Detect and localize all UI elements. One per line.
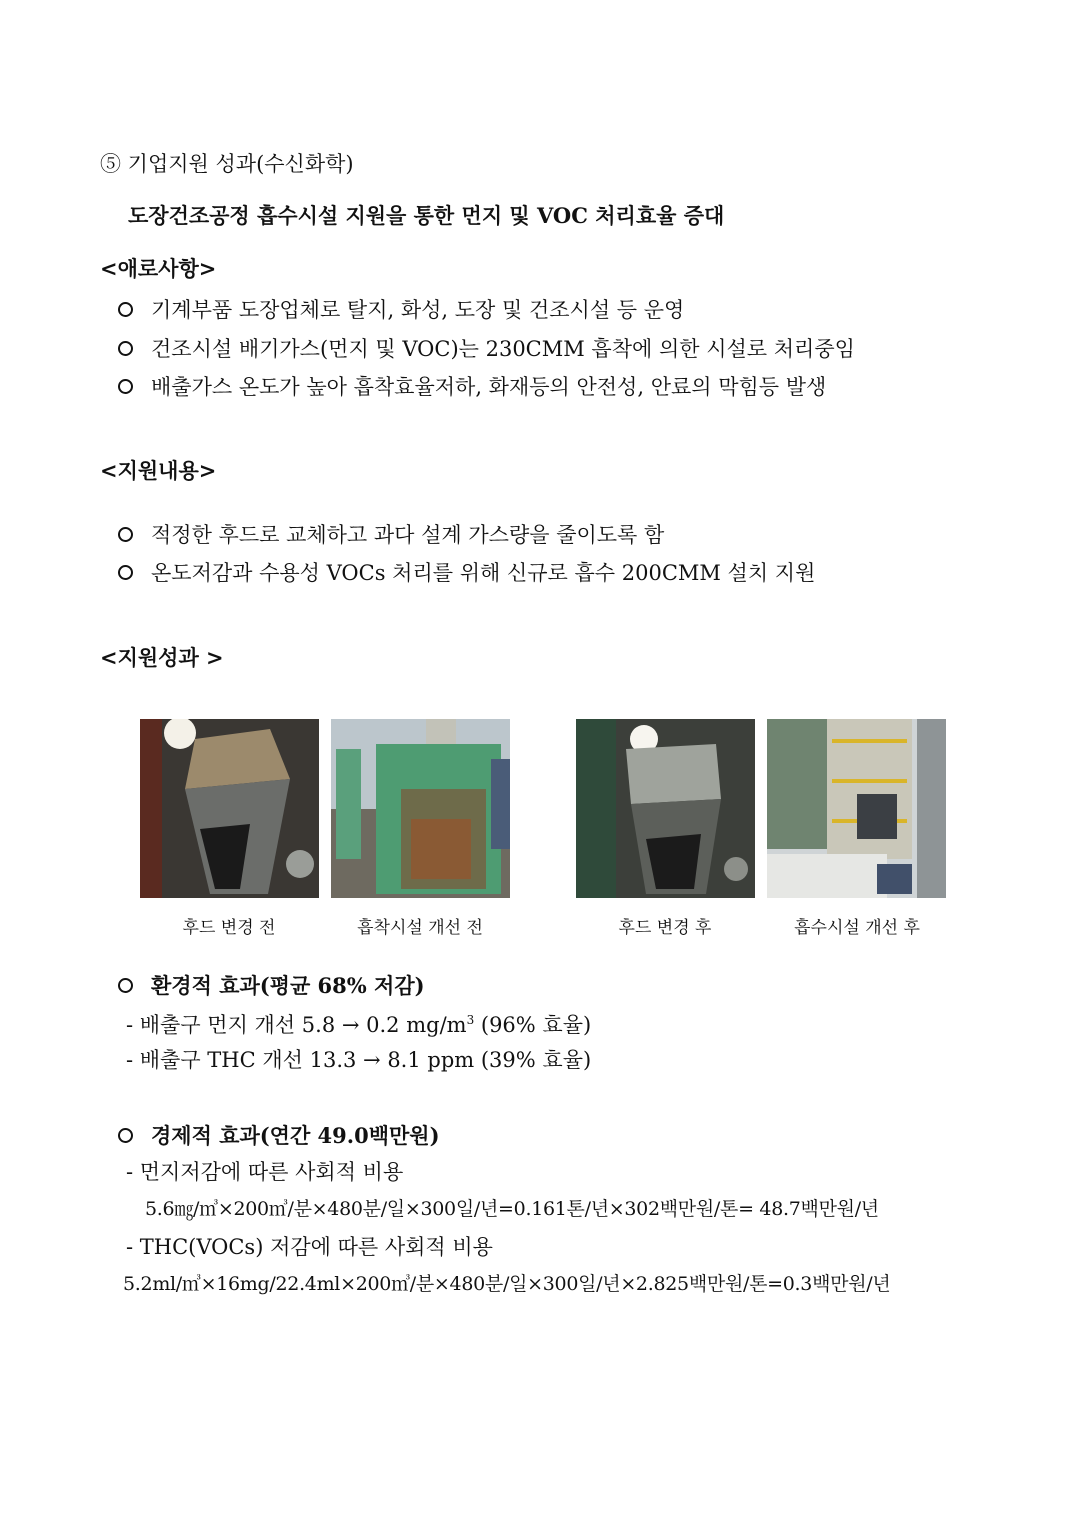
photo-adsorption-before bbox=[331, 719, 510, 898]
photo-caption: 흡착시설 개선 전 bbox=[357, 918, 483, 938]
section-subtitle: 도장건조공정 흡수시설 지원을 통한 먼지 및 VOC 처리효율 증대 bbox=[128, 203, 725, 228]
circle-bullet-icon bbox=[118, 1128, 133, 1143]
difficulties-title: <애로사항> bbox=[100, 256, 217, 281]
difficulty-item: 건조시설 배기가스(먼지 및 VOC)는 230CMM 흡착에 의한 시설로 처리중임 bbox=[118, 339, 855, 360]
photo-caption: 흡수시설 개선 후 bbox=[794, 918, 920, 938]
photo-hood-after bbox=[576, 719, 755, 898]
circle-bullet-icon bbox=[118, 978, 133, 993]
photo-caption: 후드 변경 후 bbox=[618, 918, 712, 938]
photo-absorption-after bbox=[767, 719, 946, 898]
econ-thc-label: - THC(VOCs) 저감에 따른 사회적 비용 bbox=[126, 1235, 493, 1259]
circle-bullet-icon bbox=[118, 341, 133, 356]
photo-hood-before bbox=[140, 719, 319, 898]
econ-dust-label: - 먼지저감에 따른 사회적 비용 bbox=[126, 1160, 404, 1184]
econ-thc-calc: 5.2ml/㎥×16mg/22.4ml×200㎥/분×480분/일×300일/년×2.825백만원/톤=0.3백만원/년 bbox=[123, 1273, 891, 1295]
env-effect-title: 환경적 효과(평균 68% 저감) bbox=[118, 975, 425, 996]
econ-dust-calc: 5.6㎎/㎥×200㎥/분×480분/일×300일/년=0.161톤/년×302백만원/톤= 48.7백만원/년 bbox=[145, 1198, 879, 1220]
results-title: <지원성과 > bbox=[100, 645, 224, 670]
env-dust-line: - 배출구 먼지 개선 5.8 → 0.2 $mg/m^3$ (96% 효율) bbox=[126, 1013, 592, 1037]
support-item: 적정한 후드로 교체하고 과다 설계 가스량을 줄이도록 함 bbox=[118, 525, 664, 546]
circle-bullet-icon bbox=[118, 565, 133, 580]
support-title: <지원내용> bbox=[100, 458, 217, 483]
section-heading: ⑤ 기업지원 성과(수신화학) bbox=[100, 152, 354, 176]
circle-bullet-icon bbox=[118, 379, 133, 394]
econ-effect-title: 경제적 효과(연간 49.0백만원) bbox=[118, 1125, 440, 1146]
photo-caption: 후드 변경 전 bbox=[182, 918, 276, 938]
difficulty-item: 기계부품 도장업체로 탈지, 화성, 도장 및 건조시설 등 운영 bbox=[118, 300, 684, 321]
env-thc-line: - 배출구 THC 개선 13.3 → 8.1 ppm (39% 효율) bbox=[126, 1048, 592, 1072]
circle-bullet-icon bbox=[118, 302, 133, 317]
difficulty-item: 배출가스 온도가 높아 흡착효율저하, 화재등의 안전성, 안료의 막힘등 발생 bbox=[118, 377, 826, 398]
circle-bullet-icon bbox=[118, 527, 133, 542]
support-item: 온도저감과 수용성 VOCs 처리를 위해 신규로 흡수 200CMM 설치 지원 bbox=[118, 563, 815, 584]
